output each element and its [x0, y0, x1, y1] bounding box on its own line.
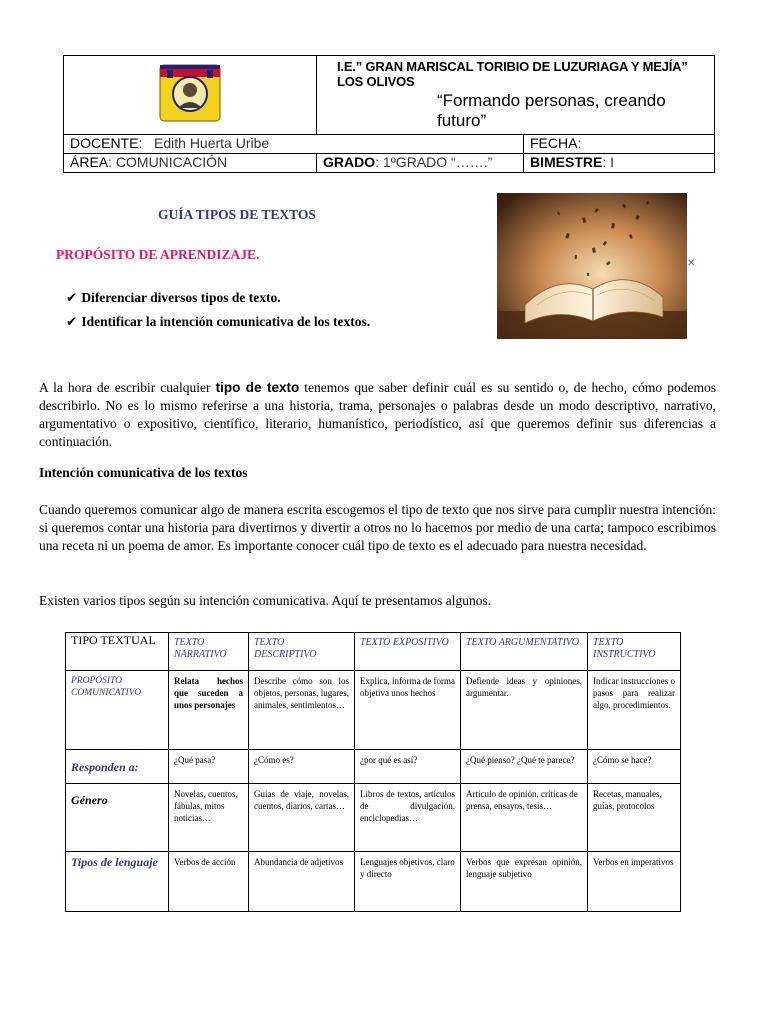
- objective-item: [66, 314, 370, 330]
- docente-value: Edith Huerta Uribe: [154, 135, 270, 151]
- checkmark-icon: ✔: [66, 290, 78, 306]
- bimestre-value: I: [610, 154, 615, 170]
- table-cell: Indicar instrucciones o pasos para realizar algo, procedimientos.: [588, 671, 681, 750]
- school-motto: “Formando personas, creando futuro”: [437, 91, 666, 130]
- bimestre-label: BIMESTRE: [530, 154, 603, 170]
- body-paragraph: Cuando queremos comunicar algo de manera escrita escogemos el tipo de texto que nos sirve para cumplir nuestra intención: si queremos contar una historia para divertirnos y divertir a otros no lo hacemos por medio de una carta; tampoco escribimos una receta ni un poema de amor. Es importante conocer cuál tipo de texto es el adecuado para nuestra necesidad.: [39, 502, 716, 553]
- table-row: [66, 852, 681, 912]
- column-header: TEXTO EXPOSITIVO: [355, 633, 461, 671]
- objective-text: Diferenciar diversos tipos de texto.: [81, 290, 281, 305]
- area-cell: ÁREA: COMUNICACIÓN: [64, 154, 317, 173]
- table-header-row: [66, 633, 681, 671]
- intro-text-end: tenemos que saber definir cuál es su sentido o, de hecho, cómo podemos describirlo. No es lo mismo referirse a una historia, trama, personajes o palabras desde un modo descriptivo, narrativo, argumentativo o expositivo, científico, literario, humanístico, periodístico, así que queremos definir sus diferencias a continuación.: [39, 380, 716, 449]
- table-cell: Novelas, cuentos, fábulas, mitos noticias…: [169, 784, 249, 852]
- row-header: Género: [66, 784, 169, 852]
- row-header: Tipos de lenguaje: [66, 852, 169, 912]
- table-cell: ¿Qué pienso? ¿Qué te parece?: [461, 750, 588, 784]
- table-cell: Defiende ideas y opiniones, argumentar.: [461, 671, 588, 750]
- table-row: [66, 671, 681, 750]
- purpose-title: PROPÓSITO DE APRENDIZAJE.: [56, 247, 260, 262]
- guide-title: GUÍA TIPOS DE TEXTOS: [158, 207, 316, 222]
- intro-text-start: A la hora de escribir cualquier: [39, 380, 216, 395]
- table-cell: ¿Cómo se hace?: [588, 750, 681, 784]
- decorative-mark-icon: ✕: [687, 258, 696, 269]
- table-cell: Recetas, manuales, guías, protocolos: [588, 784, 681, 852]
- table-cell: Lenguajes objetivos, claro y directo: [355, 852, 461, 912]
- table-cell: Verbos en imperativos: [588, 852, 681, 912]
- grado-cell: GRADO: 1ºGRADO “…….”: [317, 154, 524, 173]
- school-title-cell: [317, 56, 715, 135]
- column-header: TEXTO INSTRUCTIVO: [588, 633, 681, 671]
- body-paragraph: Existen varios tipos según su intención comunicativa. Aquí te presentamos algunos.: [39, 593, 492, 608]
- open-book-image: [497, 193, 687, 339]
- fecha-cell: FECHA:: [524, 135, 715, 154]
- table-corner-header: TIPO TEXTUAL: [66, 633, 169, 671]
- table-cell: ¿por qué es así?: [355, 750, 461, 784]
- intro-keyword: tipo de texto: [215, 380, 300, 395]
- table-cell: Libros de textos, artículos de divulgación, enciclopedias…: [355, 784, 461, 852]
- intro-paragraph: [39, 379, 716, 451]
- area-value: COMUNICACIÓN: [115, 154, 228, 170]
- text-types-table: [65, 632, 681, 912]
- table-cell: Relata hechos que suceden a unos personajes: [169, 671, 249, 750]
- docente-cell: DOCENTE: Edith Huerta Uribe: [64, 135, 524, 154]
- table-cell: Describe cómo son los objetos, personas, lugares, animales, sentimientos…: [249, 671, 355, 750]
- fecha-label: FECHA: [530, 135, 578, 151]
- docente-label: DOCENTE: [70, 135, 139, 151]
- table-row: [66, 750, 681, 784]
- area-label: ÁREA: [70, 154, 109, 170]
- table-cell: Artículo de opinión, críticas de prensa, ensayos, tesis…: [461, 784, 588, 852]
- grado-value: 1ºGRADO “…….”: [382, 154, 493, 170]
- table-cell: Verbos que expresan opinión, lenguaje subjetivo: [461, 852, 588, 912]
- objective-text: Identificar la intención comunicativa de los textos.: [81, 314, 371, 329]
- table-row: [66, 784, 681, 852]
- section-subtitle: Intención comunicativa de los textos: [39, 465, 248, 480]
- logo-cell: [64, 56, 317, 135]
- column-header: TEXTO NARRATIVO: [169, 633, 249, 671]
- table-cell: Explica, informa de forma objetiva unos hechos: [355, 671, 461, 750]
- bimestre-cell: BIMESTRE: I: [524, 154, 715, 173]
- column-header: TEXTO DESCRIPTIVO: [249, 633, 355, 671]
- table-cell: Abundancia de adjetivos: [249, 852, 355, 912]
- row-header: Responden a:: [66, 750, 169, 784]
- table-cell: Guías de viaje, novelas, cuentos, diarios, cartas…: [249, 784, 355, 852]
- school-crest-icon: [159, 64, 221, 122]
- objective-item: [66, 290, 281, 306]
- table-cell: ¿Cómo es?: [249, 750, 355, 784]
- table-cell: ¿Qué pasa?: [169, 750, 249, 784]
- row-header: PROPÓSITO COMUNICATIVO: [66, 671, 169, 750]
- checkmark-icon: ✔: [66, 314, 78, 330]
- table-cell: Verbos de acción: [169, 852, 249, 912]
- header-table: [63, 55, 715, 173]
- grado-label: GRADO: [323, 154, 376, 170]
- school-name: I.E.” GRAN MARISCAL TORIBIO DE LUZURIAGA Y MEJÍA” LOS OLIVOS: [337, 59, 688, 89]
- column-header: TEXTO ARGUMENTATIVO: [461, 633, 588, 671]
